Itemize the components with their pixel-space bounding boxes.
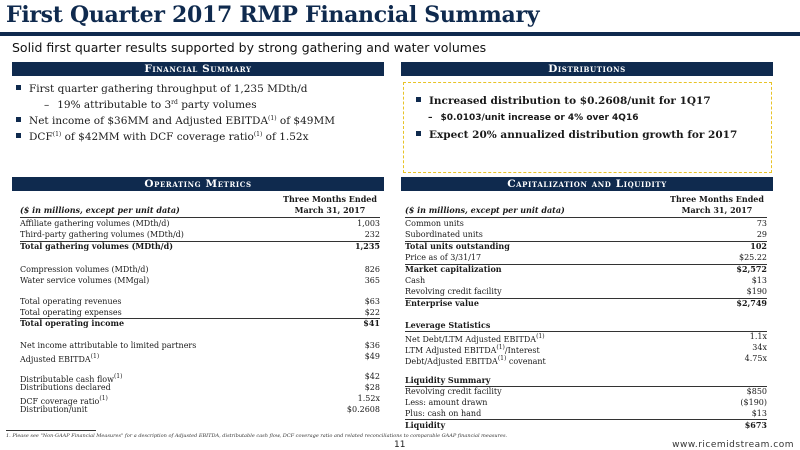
table-row: Revolving credit facility $190: [405, 287, 767, 296]
table-row-total: Liquidity $673: [405, 420, 767, 430]
table-header-row: ($ in millions, except per unit data) March 31, 2017: [20, 205, 366, 215]
cap-col-head-1: Three Months Ended: [670, 194, 764, 204]
table-row: Distributable cash flow$^{(1)}$ $42: [20, 372, 380, 384]
table-row-total: Total units outstanding 102: [405, 241, 767, 251]
footnote: 1. Please see "Non-GAAP Financial Measures" for a description of Adjusted EBITDA, distributable cash flow, DCF coverage ratio and related reconciliations to comparable GAAP financial measures.: [6, 433, 508, 439]
square-bullet-icon: [416, 131, 421, 136]
distributions-header: Distributions: [401, 62, 773, 76]
dist-bullet-2: – $0.0103/unit increase or 4% over 4Q16: [428, 113, 639, 123]
table-row: Compression volumes (MDth/d) 826: [20, 265, 380, 274]
distributions-box: [403, 82, 772, 173]
table-row: Third-party gathering volumes (MDth/d) 232: [20, 230, 380, 239]
table-row: Common units 73: [405, 219, 767, 228]
operating-metrics-header: Operating Metrics: [12, 177, 384, 191]
table-row: Net Debt/LTM Adjusted EBITDA$^{(1)}$ 1.1x: [405, 332, 767, 344]
table-row: Total operating revenues $63: [20, 297, 380, 306]
fs-bullet-3: Net income of $36MM and Adjusted EBITDA$^{(1)}$ of $49MM: [16, 115, 335, 127]
table-row: DCF coverage ratio$^{(1)}$ 1.52x: [20, 394, 380, 406]
table-row: Debt/Adjusted EBITDA$^{(1)}$ covenant 4.75x: [405, 354, 767, 366]
table-row-total: Enterprise value $2,749: [405, 298, 767, 308]
table-row: Less: amount drawn ($190): [405, 398, 767, 407]
page-number: 11: [394, 440, 406, 450]
table-row: Total operating expenses $22: [20, 308, 380, 317]
footnote-divider: [6, 430, 96, 431]
table-row: Plus: cash on hand $13: [405, 409, 767, 418]
table-row-total: Market capitalization $2,572: [405, 264, 767, 274]
fs-bullet-4: DCF$^{(1)}$ of $42MM with DCF coverage ratio$^{(1)}$ of 1.52x: [16, 131, 309, 143]
table-row: Distribution/unit $0.2608: [20, 405, 380, 414]
square-bullet-icon: [16, 85, 21, 90]
operating-metrics-table: [20, 194, 380, 426]
table-row: Net income attributable to limited partners $36: [20, 341, 380, 350]
dash-bullet-icon: –: [428, 113, 433, 123]
table-row-total: Total gathering volumes (MDth/d) 1,235: [20, 241, 380, 251]
leverage-header: Leverage Statistics: [405, 320, 491, 330]
table-row: Distributions declared $28: [20, 383, 380, 392]
capitalization-table: [405, 194, 767, 434]
square-bullet-icon: [16, 117, 21, 122]
om-col-head-1: Three Months Ended: [283, 194, 377, 204]
table-row: Cash $13: [405, 276, 767, 285]
capitalization-header: Capitalization and Liquidity: [401, 177, 773, 191]
dist-bullet-1: Increased distribution to $0.2608/unit for 1Q17: [416, 95, 711, 107]
fs-bullet-1: First quarter gathering throughput of 1,235 MDth/d: [16, 83, 308, 95]
square-bullet-icon: [416, 97, 421, 102]
liquidity-header: Liquidity Summary: [405, 375, 491, 385]
table-row: Subordinated units 29: [405, 230, 767, 239]
website-link[interactable]: www.ricemidstream.com: [672, 440, 794, 450]
dash-bullet-icon: –: [44, 99, 50, 111]
square-bullet-icon: [16, 133, 21, 138]
table-row-total: Total operating income $41: [20, 318, 380, 328]
table-row: Adjusted EBITDA$^{(1)}$ $49: [20, 352, 380, 364]
financial-summary-header: Financial Summary: [12, 62, 384, 76]
table-row: Price as of 3/31/17 $25.22: [405, 253, 767, 262]
table-row: Revolving credit facility $850: [405, 387, 767, 396]
financial-summary-bullets: [12, 80, 392, 150]
fs-bullet-2: – 19% attributable to 3rd party volumes: [44, 99, 257, 111]
table-row: Affiliate gathering volumes (MDth/d) 1,003: [20, 219, 380, 228]
table-row: Water service volumes (MMgal) 365: [20, 276, 380, 285]
page-title: First Quarter 2017 RMP Financial Summary: [6, 2, 540, 28]
dist-bullet-3: Expect 20% annualized distribution growth for 2017: [416, 129, 737, 141]
page-subtitle: Solid first quarter results supported by strong gathering and water volumes: [12, 40, 487, 55]
table-row: LTM Adjusted EBITDA$^{(1)}$/Interest 34x: [405, 343, 767, 355]
title-divider: [0, 32, 800, 36]
table-header-row: ($ in millions, except per unit data) March 31, 2017: [405, 205, 753, 215]
